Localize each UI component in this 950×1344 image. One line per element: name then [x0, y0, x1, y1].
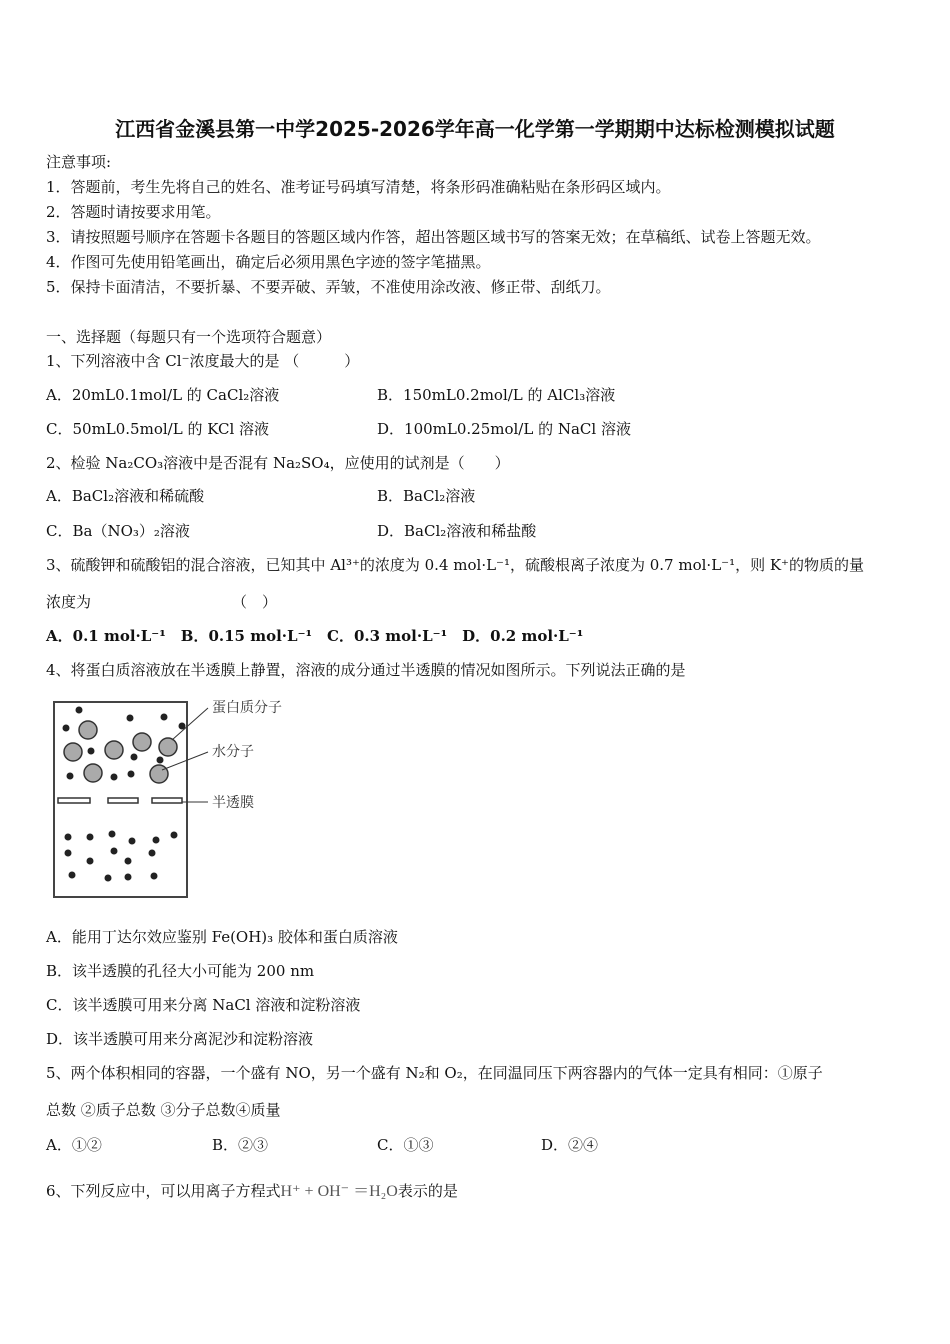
notice-item: 3．请按照题号顺序在答题卡各题目的答题区域内作答，超出答题区域书写的答案无效；在草稿纸、试卷上答题无效。: [46, 228, 821, 246]
protein-molecules: [64, 721, 177, 783]
q4-option-b: B．该半透膜的孔径大小可能为 200 nm: [46, 962, 315, 980]
q5-option-c: C．①③: [377, 1136, 434, 1154]
q5-option-b: B．②③: [212, 1136, 269, 1154]
q3-stem: 3、硫酸钾和硫酸铝的混合溶液，已知其中 Al³⁺的浓度为 0.4 mol·L⁻¹，硫酸根离子浓度为 0.7 mol·L⁻¹，则 K⁺的物质的量: [46, 556, 864, 574]
label-membrane: 半透膜: [212, 795, 254, 811]
ionic-equation: H⁺ + OH⁻ ＝H₂O: [280, 1183, 398, 1200]
q1-option-b: B．150mL0.2mol/L 的 AlCl₃溶液: [377, 386, 616, 404]
q6-stem: [46, 1181, 458, 1202]
q5-stem-cont: 总数 ②质子总数 ③分子总数④质量: [46, 1101, 281, 1119]
label-water: 水分子: [212, 744, 254, 760]
section-heading: 一、选择题（每题只有一个选项符合题意）: [46, 328, 332, 346]
q5-option-a: A．①②: [46, 1136, 102, 1154]
page-title: 江西省金溪县第一中学2025-2026学年高一化学第一学期期中达标检测模拟试题: [115, 117, 835, 141]
notice-item: 4．作图可先使用铅笔画出，确定后必须用黑色字迹的签字笔描黑。: [46, 253, 491, 271]
q5-stem: 5、两个体积相同的容器，一个盛有 NO，另一个盛有 N₂和 O₂，在同温同压下两容器内的气体一定具有相同：①原子: [46, 1064, 823, 1082]
notice-item: 5．保持卡面清洁，不要折暴、不要弄破、弄皱，不准使用涂改液、修正带、刮纸刀。: [46, 278, 611, 296]
notice-item: 2．答题时请按要求用笔。: [46, 203, 221, 221]
membrane: [58, 798, 182, 803]
q6-suffix: 表示的是: [397, 1182, 458, 1200]
q4-option-c: C．该半透膜可用来分离 NaCl 溶液和淀粉溶液: [46, 996, 361, 1014]
q1-option-a: A．20mL0.1mol/L 的 CaCl₂溶液: [46, 386, 280, 404]
q4-stem: 4、将蛋白质溶液放在半透膜上静置，溶液的成分通过半透膜的情况如图所示。下列说法正确的是: [46, 661, 686, 679]
q2-option-b: B．BaCl₂溶液: [377, 487, 476, 505]
q1-option-d: D．100mL0.25mol/L 的 NaCl 溶液: [377, 420, 631, 438]
q3-options: A．0.1 mol·L⁻¹ B．0.15 mol·L⁻¹ C．0.3 mol·L⁻¹ D．0.2 mol·L⁻¹: [46, 627, 584, 645]
label-protein: 蛋白质分子: [212, 700, 282, 716]
membrane-diagram: [46, 690, 306, 905]
q4-option-d: D．该半透膜可用来分离泥沙和淀粉溶液: [46, 1030, 314, 1048]
q2-option-a: A．BaCl₂溶液和稀硫酸: [46, 487, 205, 505]
notice-heading: 注意事项:: [46, 153, 112, 171]
notice-item: 1．答题前，考生先将自己的姓名、准考证号码填写清楚，将条形码准确粘贴在条形码区域内。: [46, 178, 671, 196]
q1-option-c: C．50mL0.5mol/L 的 KCl 溶液: [46, 420, 270, 438]
q6-prefix: 6、下列反应中，可以用离子方程式: [46, 1182, 281, 1200]
q2-stem: 2、检验 Na₂CO₃溶液中是否混有 Na₂SO₄，应使用的试剂是（ ）: [46, 454, 510, 472]
q2-option-d: D．BaCl₂溶液和稀盐酸: [377, 522, 537, 540]
q3-stem-cont: 浓度为: [46, 593, 92, 611]
q5-option-d: D．②④: [541, 1136, 599, 1154]
q4-option-a: A．能用丁达尔效应鉴别 Fe(OH)₃ 胶体和蛋白质溶液: [46, 928, 398, 946]
q2-option-c: C．Ba（NO₃）₂溶液: [46, 522, 190, 540]
q1-stem: 1、下列溶液中含 Cl⁻浓度最大的是 （ ）: [46, 352, 360, 370]
q3-answer-paren: （ ）: [232, 593, 278, 611]
water-molecules-lower: [65, 831, 178, 882]
